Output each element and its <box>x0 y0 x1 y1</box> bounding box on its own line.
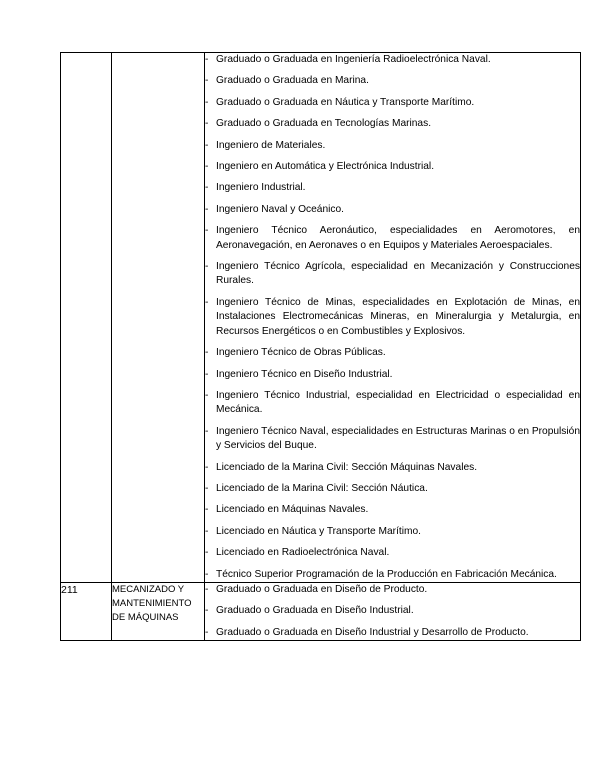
list-item: - Licenciado en Náutica y Transporte Marítimo. <box>205 525 580 539</box>
list-item: - Graduado o Graduada en Diseño Industrial. <box>205 604 580 618</box>
list-item: - Ingeniero Técnico Aeronáutico, especialidades en Aeromotores, en Aeronavegación, en Aeronaves o en Equipos y Materiales Aeroespaciales. <box>205 224 580 253</box>
table-cell-code <box>61 582 112 640</box>
list-item: - Ingeniero Técnico Industrial, especialidad en Electricidad o especialidad en Mecánica. <box>205 389 580 418</box>
table-cell-qualifications <box>205 53 581 583</box>
table-cell-code <box>61 53 112 583</box>
list-item: - Licenciado de la Marina Civil: Sección Máquinas Navales. <box>205 461 580 475</box>
qualifications-table <box>60 52 581 641</box>
list-item: - Ingeniero Naval y Oceánico. <box>205 203 580 217</box>
table-row <box>61 582 581 640</box>
list-item: - Graduado o Graduada en Marina. <box>205 74 580 88</box>
list-item: - Licenciado en Radioelectrónica Naval. <box>205 546 580 560</box>
qualification-list <box>205 583 580 640</box>
list-item: - Técnico Superior Programación de la Producción en Fabricación Mecánica. <box>205 568 580 582</box>
table-cell-name <box>112 582 205 640</box>
table-cell-qualifications <box>205 582 581 640</box>
list-item: - Graduado o Graduada en Diseño de Producto. <box>205 583 580 597</box>
list-item: - Ingeniero Técnico de Obras Públicas. <box>205 346 580 360</box>
code-value: 211 <box>61 583 78 596</box>
qualification-list <box>205 53 580 582</box>
list-item: - Ingeniero Técnico Naval, especialidades en Estructuras Marinas o en Propulsión y Servicios del Buque. <box>205 425 580 454</box>
list-item: - Graduado o Graduada en Ingeniería Radioelectrónica Naval. <box>205 53 580 67</box>
list-item: - Licenciado de la Marina Civil: Sección Náutica. <box>205 482 580 496</box>
list-item: - Licenciado en Máquinas Navales. <box>205 503 580 517</box>
list-item: - Ingeniero de Materiales. <box>205 139 580 153</box>
list-item: - Ingeniero Industrial. <box>205 181 580 195</box>
list-item: - Ingeniero Técnico de Minas, especialidades en Explotación de Minas, en Instalaciones Electromecánicas Mineras, en Mineralurgia y Metalurgia, en Recursos Energéticos o en Combustibles y Explosivos. <box>205 296 580 339</box>
name-value: MECANIZADO Y MANTENIMIENTO DE MÁQUINAS <box>112 583 192 623</box>
list-item: - Ingeniero Técnico Agrícola, especialidad en Mecanización y Construcciones Rurales. <box>205 260 580 289</box>
list-item: - Graduado o Graduada en Diseño Industrial y Desarrollo de Producto. <box>205 626 580 640</box>
list-item: - Ingeniero en Automática y Electrónica Industrial. <box>205 160 580 174</box>
list-item: - Graduado o Graduada en Tecnologías Marinas. <box>205 117 580 131</box>
table-row <box>61 53 581 583</box>
list-item: - Graduado o Graduada en Náutica y Transporte Marítimo. <box>205 96 580 110</box>
list-item: - Ingeniero Técnico en Diseño Industrial. <box>205 368 580 382</box>
table-cell-name <box>112 53 205 583</box>
